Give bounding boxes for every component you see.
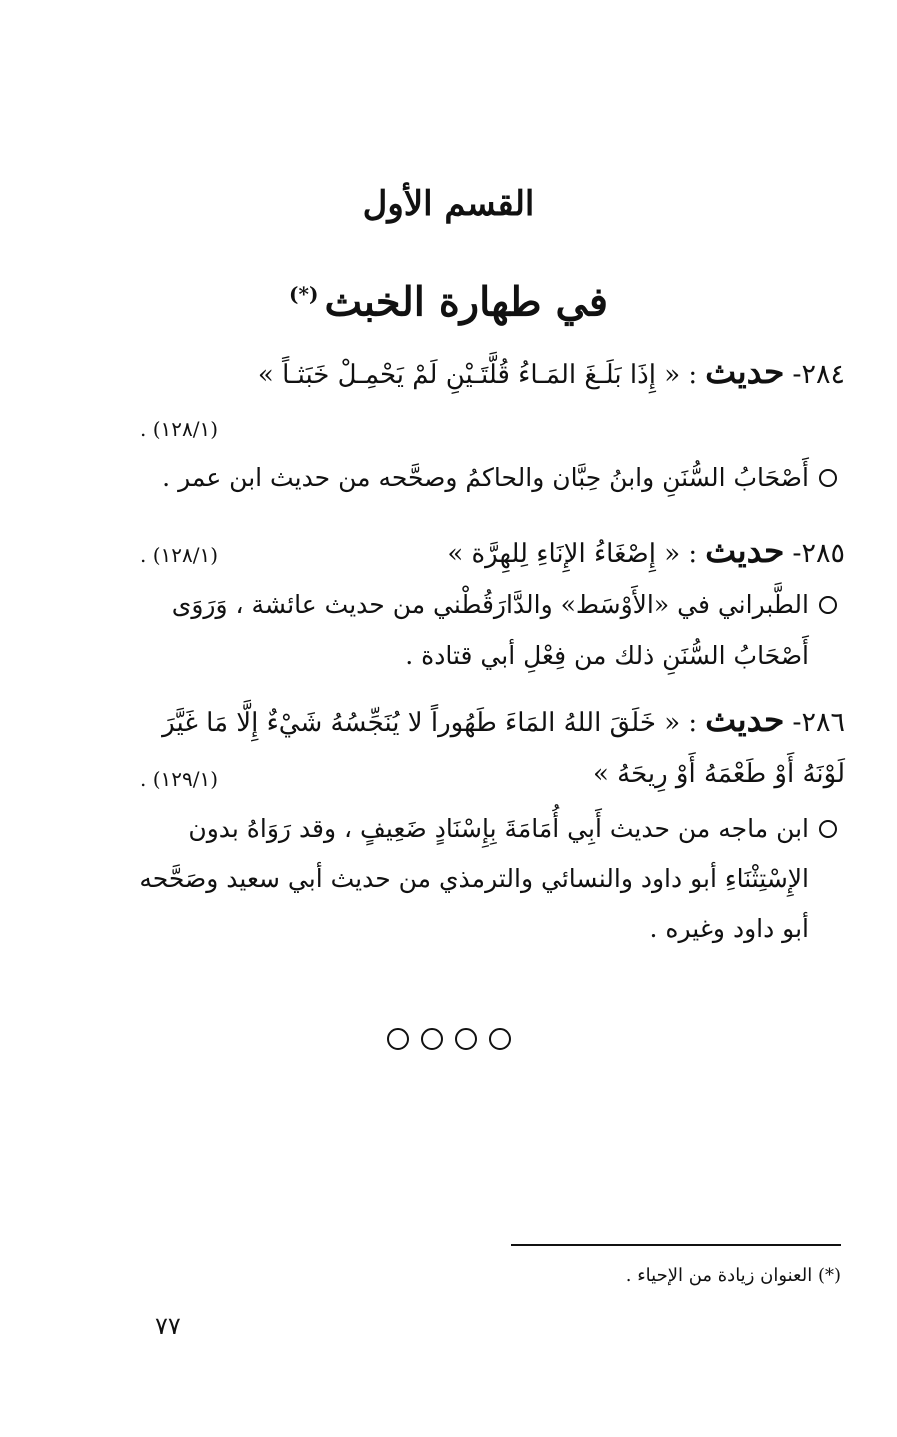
hadith-label: حديث — [705, 352, 785, 391]
hadith-number: ٢٨٥- — [792, 538, 845, 569]
hadith-285-line-1 — [285, 531, 845, 574]
hadith-284-line-1 — [55, 352, 845, 395]
commentary-bullet-icon — [819, 469, 837, 487]
footnote-divider — [511, 1244, 841, 1246]
hadith-285-reference: (١٢٨/١) . — [140, 543, 219, 567]
chapter-title-text: في طهارة الخبث — [324, 278, 608, 326]
circle-icon — [387, 1028, 409, 1050]
hadith-285-commentary-2: أَصْحَابُ السُّنَنِ ذلك من فِعْلِ أبي قتادة . — [405, 641, 809, 670]
hadith-text: : « إِذَا بَلَـغَ المَـاءُ قُلَّتَـيْنِ لَمْ يَحْمِـلْ خَبَثـاً » — [257, 360, 698, 390]
hadith-284-reference: (١٢٨/١) . — [140, 417, 219, 441]
hadith-number: ٢٨٦- — [792, 707, 845, 738]
section-title: القسم الأول — [362, 184, 535, 224]
chapter-title — [0, 268, 897, 328]
section-separator — [0, 1028, 897, 1050]
circle-icon — [421, 1028, 443, 1050]
page-number: ٧٧ — [155, 1312, 181, 1340]
circle-icon — [489, 1028, 511, 1050]
hadith-286-commentary-3: أبو داود وغيره . — [649, 914, 809, 943]
hadith-286-line-1 — [55, 700, 845, 743]
hadith-286-commentary-2: الإِسْتِثْنَاءِ أبو داود والنسائي والترمذي من حديث أبي سعيد وصَحَّحه — [139, 864, 809, 893]
hadith-284-commentary-1: أَصْحَابُ السُّنَنِ وابنُ حِبَّان والحاكمُ وصحَّحه من حديث ابن عمر . — [162, 463, 809, 492]
commentary-bullet-icon — [819, 820, 837, 838]
hadith-286-line-2 — [285, 754, 845, 794]
hadith-number: ٢٨٤- — [792, 359, 845, 390]
hadith-286-commentary-1: ابن ماجه من حديث أَبِي أُمَامَةَ بِإِسْنَادٍ ضَعِيفٍ ، وقد رَوَاهُ بدون — [188, 814, 809, 843]
footnote: (*) العنوان زيادة من الإحياء . — [625, 1265, 841, 1286]
hadith-label: حديث — [705, 531, 785, 570]
hadith-label: حديث — [705, 700, 785, 739]
footnote-marker: (*) — [289, 282, 319, 306]
hadith-text: : « إِصْغَاءُ الإِنَاءِ لِلهِرَّة » — [447, 539, 698, 569]
hadith-285-commentary-1: الطَّبراني في «الأَوْسَط» والدَّارَقُطْني من حديث عائشة ، وَرَوَى — [171, 590, 809, 619]
circle-icon — [455, 1028, 477, 1050]
hadith-286-reference: (١٢٩/١) . — [140, 767, 219, 791]
commentary-bullet-icon — [819, 596, 837, 614]
hadith-text: لَوْنَهُ أَوْ طَعْمَهُ أَوْ رِيحَهُ » — [592, 759, 845, 789]
hadith-text: : « خَلَقَ اللهُ المَاءَ طَهُوراً لا يُنَجِّسُهُ شَيْءٌ إِلَّا مَا غَيَّرَ — [162, 708, 698, 738]
